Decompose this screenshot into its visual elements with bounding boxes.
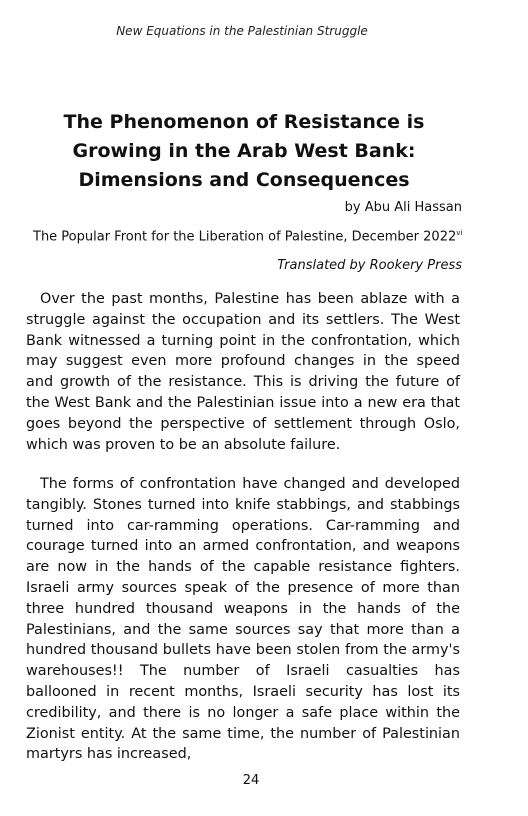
article-title: The Phenomenon of Resistance is Growing in the Arab West Bank: Dimensions and Consequences (63, 111, 425, 191)
page-number: 24 (242, 773, 260, 788)
body-paragraph: Over the past months, Palestine has been ablaze with a struggle against the occupation and its settlers. The West Bank witnessed a turning point in the confrontation, which may suggest even more profound changes in the speed and growth of the resistance. This is driving the future of the West Bank and the Palestinian issue into a new era that goes beyond the perspective of settlement through Oslo, which was proven to be an absolute failure. (26, 291, 460, 453)
translator-credit: Translated by Rookery Press (277, 258, 462, 273)
body-paragraph: The forms of confrontation have changed and developed tangibly. Stones turned into knife stabbings, and stabbings turned into car-ramming operations. Car-ramming and courage turned into an armed confrontation, and weapons are now in the hands of the capable resistance fighters. Israeli army sources speak of the presence of more than three hundred thousand weapons in the hands of the Palestinians, and the same sources say that more than a hundred thousand bullets have been stolen from the army's warehouses!! The number of Israeli casualties has ballooned in recent months, Israeli security has lost its credibility, and there is no longer a safe place within the Zionist entity. At the same time, the number of Palestinian martyrs has increased, (26, 476, 460, 763)
running-head: New Equations in the Palestinian Struggle (116, 24, 368, 38)
source-line (33, 229, 462, 244)
source-text: The Popular Front for the Liberation of Palestine, December 2022 (33, 229, 457, 245)
byline: by Abu Ali Hassan (344, 200, 462, 215)
endnote-marker: vi (456, 229, 463, 237)
